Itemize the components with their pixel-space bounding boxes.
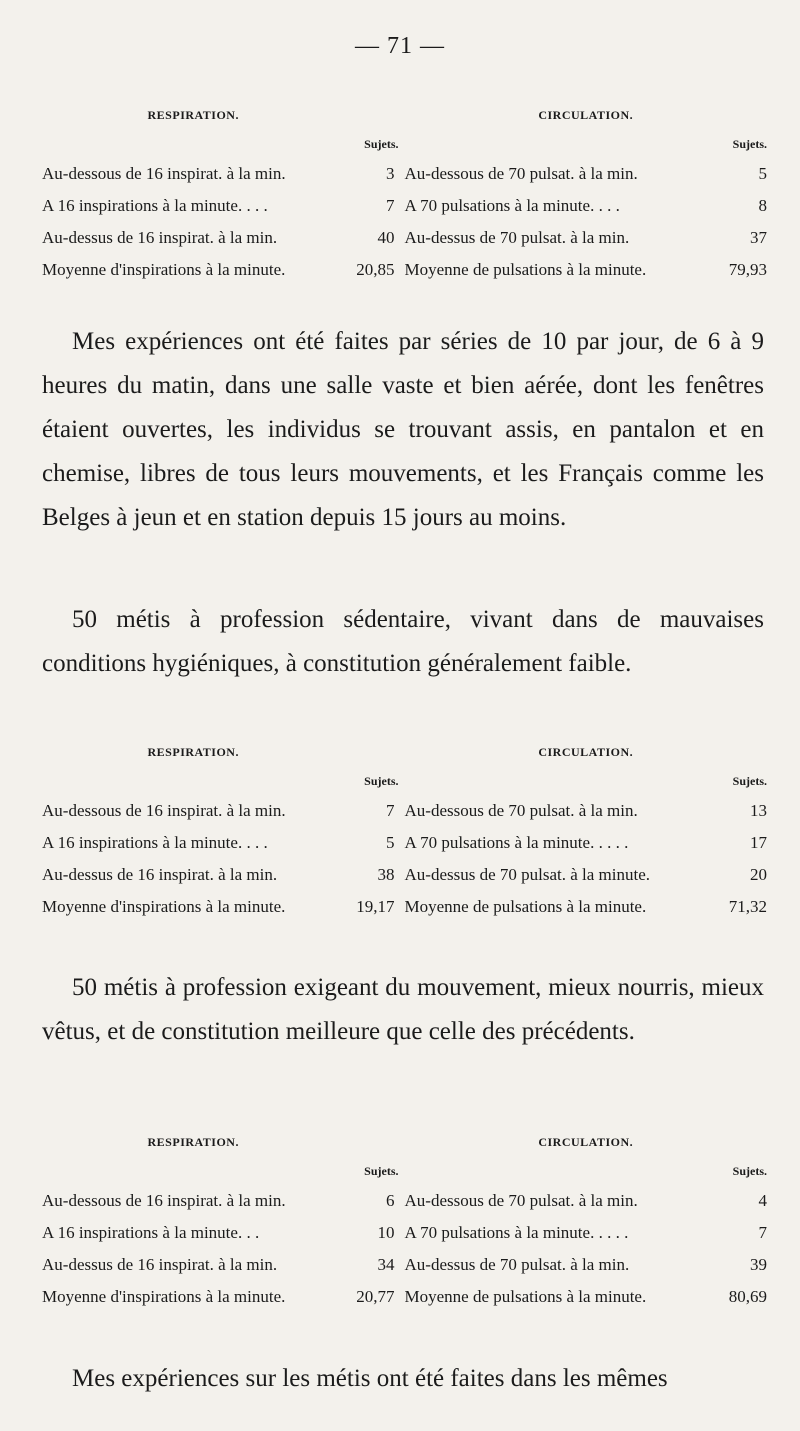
row-value-left: 6 [386, 1191, 395, 1210]
row-value-left: 3 [386, 164, 395, 183]
row-value-right: 5 [758, 164, 767, 183]
row-label-left: Au-dessous de 16 inspirat. à la min. [42, 164, 286, 183]
sujets-label-right: Sujets. [732, 1164, 767, 1178]
row-value-right: 4 [758, 1191, 767, 1210]
row-label-left: Au-dessous de 16 inspirat. à la min. [42, 801, 286, 820]
row-value-right: 20 [750, 865, 767, 884]
row-value-left: 20,77 [356, 1287, 395, 1306]
sujets-label-left: Sujets. [364, 1164, 399, 1178]
circulation-header: CIRCULATION. [538, 745, 634, 759]
row-value-left: 19,17 [356, 897, 395, 916]
row-value-left: 40 [377, 228, 395, 247]
row-value-left: 20,85 [356, 260, 395, 279]
row-label-right: Au-dessous de 70 pulsat. à la min. [404, 1191, 638, 1210]
paragraph-experiences: Mes expériences ont été faites par séries de 10 par jour, de 6 à 9 heures du matin, dans une salle vaste et bien aérée, dont les fenêtres étaient ouvertes, les individus se trouvant assis, en pantalon et en chemise, libres de tous leurs mouvements, et les Français comme les Belges à jeun et en station depuis 15 jours au moins. [42, 328, 764, 531]
table-row [42, 1249, 767, 1281]
row-label-left: Au-dessus de 16 inspirat. à la min. [42, 1255, 278, 1274]
table-row [42, 1185, 767, 1217]
row-value-right: 39 [750, 1255, 767, 1274]
circulation-header: CIRCULATION. [538, 108, 634, 122]
table-row [42, 891, 767, 923]
table-row [42, 190, 767, 222]
row-label-right: Au-dessus de 70 pulsat. à la min. [404, 228, 630, 247]
row-value-right: 37 [750, 228, 767, 247]
row-label-right: Au-dessous de 70 pulsat. à la min. [404, 164, 638, 183]
row-value-right: 79,93 [728, 260, 767, 279]
row-label-left: A 16 inspirations à la minute. . . . [42, 833, 268, 852]
row-label-left: A 16 inspirations à la minute. . . . [42, 196, 268, 215]
table-3-subheader [42, 1164, 767, 1179]
table-row [42, 1281, 767, 1313]
row-label-left: Au-dessus de 16 inspirat. à la min. [42, 228, 278, 247]
row-value-left: 5 [386, 833, 395, 852]
table-row [42, 795, 767, 827]
table-1-subheader [42, 137, 767, 152]
row-value-left: 10 [377, 1223, 395, 1242]
row-value-right: 80,69 [728, 1287, 767, 1306]
row-label-left: Au-dessous de 16 inspirat. à la min. [42, 1191, 286, 1210]
row-value-left: 7 [386, 196, 395, 215]
row-value-right: 71,32 [728, 897, 767, 916]
row-value-right: 7 [758, 1223, 767, 1242]
paragraph-experiences-metis: Mes expériences sur les métis ont été faites dans les mêmes [72, 1365, 668, 1392]
row-label-left: A 16 inspirations à la minute. . . [42, 1223, 260, 1242]
respiration-header: RESPIRATION. [147, 745, 239, 759]
row-label-left: Moyenne d'inspirations à la minute. [42, 260, 286, 279]
table-1 [42, 108, 767, 286]
row-label-left: Au-dessus de 16 inspirat. à la min. [42, 865, 278, 884]
respiration-header: RESPIRATION. [147, 1135, 239, 1149]
row-label-right: A 70 pulsations à la minute. . . . . [404, 1223, 629, 1242]
row-label-right: Moyenne de pulsations à la minute. [404, 1287, 647, 1306]
row-value-right: 17 [750, 833, 767, 852]
row-label-right: Moyenne de pulsations à la minute. [404, 897, 647, 916]
row-label-right: Au-dessous de 70 pulsat. à la min. [404, 801, 638, 820]
table-row [42, 1217, 767, 1249]
table-2 [42, 745, 767, 923]
sujets-label-left: Sujets. [364, 774, 399, 788]
table-2-header [42, 745, 767, 760]
table-3 [42, 1135, 767, 1313]
row-label-right: Au-dessus de 70 pulsat. à la minute. [404, 865, 651, 884]
row-value-left: 7 [386, 801, 395, 820]
table-row [42, 222, 767, 254]
row-value-right: 8 [758, 196, 767, 215]
row-label-right: A 70 pulsations à la minute. . . . . [404, 833, 629, 852]
row-value-right: 13 [750, 801, 767, 820]
row-label-left: Moyenne d'inspirations à la minute. [42, 897, 286, 916]
row-value-left: 38 [377, 865, 395, 884]
paragraph-metis-sedentaires: 50 métis à profession sédentaire, vivant dans de mauvaises conditions hygiéniques, à constitution généralement faible. [42, 606, 764, 677]
row-value-left: 34 [377, 1255, 395, 1274]
circulation-header: CIRCULATION. [538, 1135, 634, 1149]
row-label-right: Au-dessus de 70 pulsat. à la min. [404, 1255, 630, 1274]
table-row [42, 254, 767, 286]
table-row [42, 827, 767, 859]
row-label-right: A 70 pulsations à la minute. . . . [404, 196, 620, 215]
sujets-label-right: Sujets. [732, 774, 767, 788]
sujets-label-left: Sujets. [364, 137, 399, 151]
paragraph-metis-mouvement: 50 métis à profession exigeant du mouvement, mieux nourris, mieux vêtus, et de constitution meilleure que celle des précédents. [42, 974, 764, 1045]
table-2-subheader [42, 774, 767, 789]
table-row [42, 859, 767, 891]
table-1-header [42, 108, 767, 123]
row-label-right: Moyenne de pulsations à la minute. [404, 260, 647, 279]
table-row [42, 158, 767, 190]
row-label-left: Moyenne d'inspirations à la minute. [42, 1287, 286, 1306]
page-number: — 71 — [355, 33, 445, 59]
respiration-header: RESPIRATION. [147, 108, 239, 122]
table-3-header [42, 1135, 767, 1150]
sujets-label-right: Sujets. [732, 137, 767, 151]
